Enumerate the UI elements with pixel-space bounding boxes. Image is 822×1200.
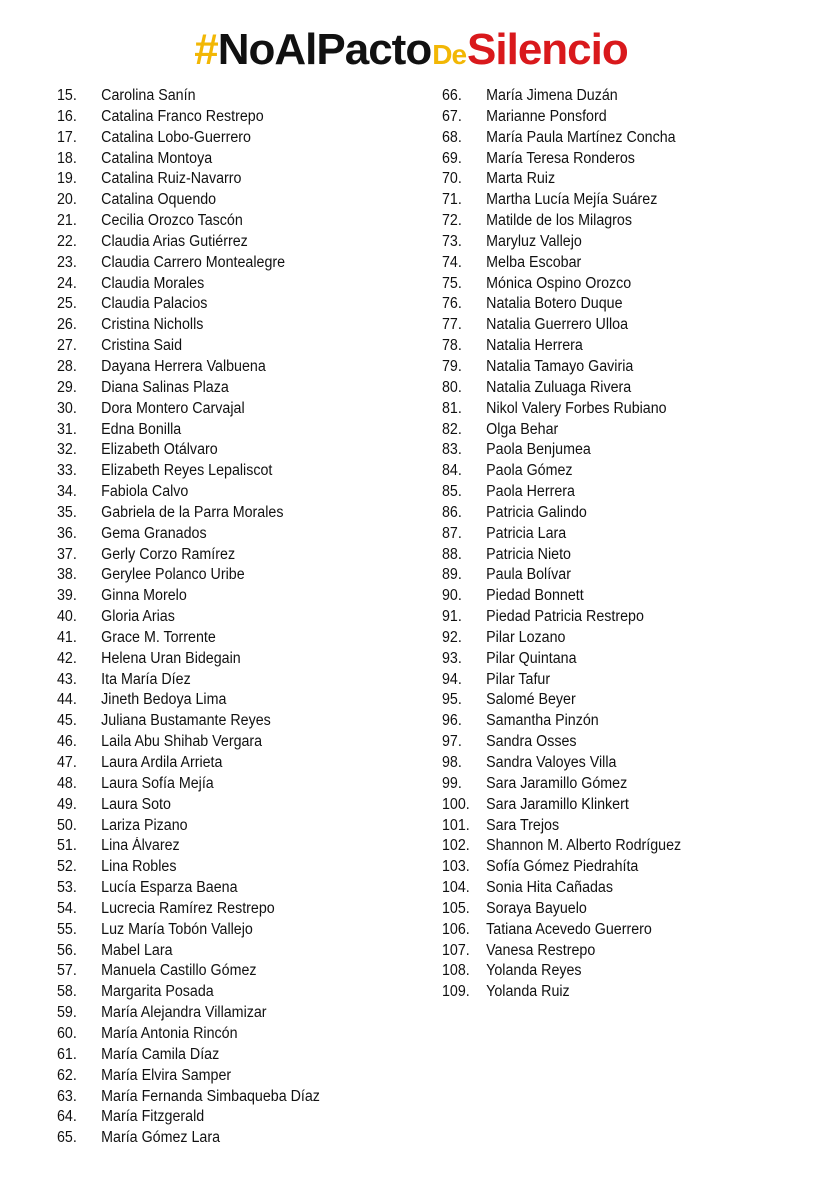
list-item [442, 211, 782, 232]
list-item [57, 211, 388, 232]
list-item [57, 565, 388, 586]
list-item [57, 857, 388, 878]
item-name: Catalina Oquendo [101, 191, 217, 209]
item-name: Claudia Carrero Montealegre [101, 253, 286, 271]
list-item [57, 628, 388, 649]
item-name: Claudia Palacios [101, 295, 208, 313]
item-number: 73. [442, 232, 462, 250]
item-number: 63. [57, 1087, 77, 1105]
item-name: Salomé Beyer [486, 691, 576, 709]
list-item [57, 899, 388, 920]
item-name: Lina Robles [101, 858, 177, 876]
list-item [442, 649, 782, 670]
item-number: 17. [57, 128, 77, 146]
signatories-list-left [57, 86, 417, 1149]
item-number: 86. [442, 503, 462, 521]
item-number: 49. [57, 795, 77, 813]
list-item [57, 357, 388, 378]
list-item [442, 399, 782, 420]
item-name: Laura Soto [101, 795, 171, 813]
item-number: 38. [57, 566, 77, 584]
item-name: Claudia Morales [101, 274, 205, 292]
item-number: 96. [442, 712, 462, 730]
item-number: 92. [442, 628, 462, 646]
item-name: Patricia Nieto [486, 545, 571, 563]
list-item [57, 795, 388, 816]
list-item [442, 420, 782, 441]
item-name: María Alejandra Villamizar [101, 1004, 267, 1022]
item-name: Nikol Valery Forbes Rubiano [486, 399, 667, 417]
item-number: 108. [442, 962, 470, 980]
item-name: Elizabeth Otálvaro [101, 441, 218, 459]
title-part-silencio: Silencio [467, 25, 628, 74]
item-name: Paola Herrera [486, 483, 575, 501]
item-name: Elizabeth Reyes Lepaliscot [101, 462, 273, 480]
item-number: 64. [57, 1108, 77, 1126]
item-name: Pilar Lozano [486, 628, 566, 646]
item-number: 71. [442, 191, 462, 209]
item-name: Catalina Franco Restrepo [101, 107, 264, 125]
list-item [57, 294, 388, 315]
item-number: 27. [57, 337, 77, 355]
item-name: Tatiana Acevedo Guerrero [486, 920, 652, 938]
list-item [442, 169, 782, 190]
list-item [442, 253, 782, 274]
item-name: Shannon M. Alberto Rodríguez [486, 837, 682, 855]
item-name: Marianne Ponsford [486, 107, 607, 125]
item-name: Laura Ardila Arrieta [101, 754, 223, 771]
list-item [442, 482, 782, 503]
item-number: 19. [57, 170, 77, 188]
item-name: Catalina Lobo-Guerrero [101, 128, 251, 146]
list-item [57, 982, 388, 1003]
item-number: 61. [57, 1045, 77, 1063]
item-name: Manuela Castillo Gómez [101, 962, 257, 980]
item-name: María Fitzgerald [101, 1108, 205, 1126]
item-number: 94. [442, 670, 462, 688]
item-name: Natalia Herrera [486, 337, 583, 355]
item-number: 105. [442, 899, 470, 917]
item-number: 31. [57, 420, 77, 438]
item-number: 52. [57, 858, 77, 876]
item-name: Carolina Sanín [101, 87, 196, 104]
item-number: 53. [57, 879, 77, 897]
item-name: Soraya Bayuelo [486, 899, 587, 917]
list-item [57, 461, 388, 482]
item-number: 77. [442, 316, 462, 334]
item-name: Dora Montero Carvajal [101, 399, 245, 417]
list-item [442, 670, 782, 691]
list-item [442, 753, 782, 774]
hashtag-symbol: # [194, 25, 218, 74]
item-number: 102. [442, 837, 470, 855]
list-item [442, 545, 782, 566]
item-name: Helena Uran Bidegain [101, 649, 241, 667]
item-number: 29. [57, 378, 77, 396]
list-item [442, 816, 782, 837]
list-item [442, 440, 782, 461]
item-name: Dayana Herrera Valbuena [101, 357, 266, 375]
item-name: Piedad Bonnett [486, 587, 584, 605]
list-item [442, 920, 782, 941]
list-item [57, 315, 388, 336]
item-name: Laila Abu Shihab Vergara [101, 733, 263, 751]
list-item [57, 732, 388, 753]
item-name: Patricia Galindo [486, 503, 587, 521]
item-number: 109. [442, 983, 470, 1001]
title-part-de: De [432, 39, 467, 70]
item-name: María Fernanda Simbaqueba Díaz [101, 1087, 320, 1105]
list-item [57, 1066, 388, 1087]
item-number: 34. [57, 483, 77, 501]
item-name: Gloria Arias [101, 608, 175, 626]
item-name: Sofía Gómez Piedrahíta [486, 858, 639, 876]
item-name: Natalia Tamayo Gaviria [486, 357, 634, 375]
item-number: 50. [57, 816, 77, 834]
item-number: 68. [442, 128, 462, 146]
item-number: 25. [57, 295, 77, 313]
item-name: Paula Bolívar [486, 566, 571, 584]
item-number: 103. [442, 858, 470, 876]
list-item [57, 107, 388, 128]
item-name: Pilar Tafur [486, 670, 551, 688]
item-number: 42. [57, 649, 77, 667]
list-item [442, 628, 782, 649]
list-item [442, 878, 782, 899]
item-name: Ita María Díez [101, 670, 191, 688]
item-number: 85. [442, 483, 462, 501]
item-number: 54. [57, 899, 77, 917]
item-number: 76. [442, 295, 462, 313]
item-number: 46. [57, 733, 77, 751]
list-item [442, 836, 782, 857]
item-number: 106. [442, 920, 470, 938]
item-name: Gabriela de la Parra Morales [101, 503, 284, 521]
item-number: 33. [57, 462, 77, 480]
list-item [57, 753, 388, 774]
item-name: Margarita Posada [101, 983, 214, 1001]
item-name: Fabiola Calvo [101, 483, 189, 501]
list-item [442, 607, 782, 628]
item-number: 88. [442, 545, 462, 563]
item-name: Cristina Said [101, 337, 183, 355]
item-number: 67. [442, 107, 462, 125]
list-item [442, 149, 782, 170]
list-item [57, 482, 388, 503]
item-number: 22. [57, 232, 77, 250]
item-name: María Antonia Rincón [101, 1024, 238, 1042]
list-item [57, 1003, 388, 1024]
list-item [57, 128, 388, 149]
list-item [442, 857, 782, 878]
list-item [57, 378, 388, 399]
item-name: Matilde de los Milagros [486, 212, 632, 230]
item-name: Lina Álvarez [101, 837, 180, 855]
item-number: 74. [442, 253, 462, 271]
item-number: 107. [442, 941, 470, 959]
item-name: Gema Granados [101, 524, 207, 542]
item-number: 41. [57, 628, 77, 646]
list-item [57, 86, 388, 107]
item-name: Natalia Botero Duque [486, 295, 623, 313]
list-item [57, 711, 388, 732]
item-name: Sonia Hita Cañadas [486, 879, 614, 897]
list-item [57, 1107, 388, 1128]
item-name: María Paula Martínez Concha [486, 128, 676, 146]
item-name: Maryluz Vallejo [486, 232, 582, 250]
item-name: Yolanda Ruiz [486, 983, 570, 1001]
item-number: 45. [57, 712, 77, 730]
list-item [57, 690, 388, 711]
list-item [57, 524, 388, 545]
item-name: María Gómez Lara [101, 1129, 221, 1147]
list-item [442, 503, 782, 524]
list-item [57, 816, 388, 837]
item-number: 30. [57, 399, 77, 417]
item-name: Natalia Guerrero Ulloa [486, 316, 629, 334]
list-item [57, 545, 388, 566]
list-item [442, 378, 782, 399]
item-number: 60. [57, 1024, 77, 1042]
item-name: Samantha Pinzón [486, 712, 599, 730]
item-name: Sandra Valoyes Villa [486, 754, 617, 771]
item-number: 72. [442, 212, 462, 230]
item-number: 48. [57, 774, 77, 792]
item-name: Gerylee Polanco Uribe [101, 566, 245, 584]
item-number: 16. [57, 107, 77, 125]
list-item [57, 586, 388, 607]
item-number: 83. [442, 441, 462, 459]
list-item [57, 1087, 388, 1108]
item-number: 15. [57, 87, 77, 104]
item-number: 20. [57, 191, 77, 209]
list-item [57, 232, 388, 253]
list-item [442, 357, 782, 378]
list-item [442, 294, 782, 315]
item-name: Yolanda Reyes [486, 962, 582, 980]
item-number: 95. [442, 691, 462, 709]
list-item [442, 982, 782, 1003]
item-number: 35. [57, 503, 77, 521]
item-name: Sara Jaramillo Klinkert [486, 795, 629, 813]
item-name: Sara Jaramillo Gómez [486, 774, 628, 792]
item-number: 47. [57, 754, 77, 771]
list-item [442, 107, 782, 128]
list-item [57, 274, 388, 295]
list-item [57, 607, 388, 628]
list-item [57, 420, 388, 441]
item-name: Vanesa Restrepo [486, 941, 596, 959]
item-name: Mabel Lara [101, 941, 173, 959]
item-number: 26. [57, 316, 77, 334]
list-item [57, 169, 388, 190]
item-name: Grace M. Torrente [101, 628, 216, 646]
item-number: 80. [442, 378, 462, 396]
item-name: Lariza Pizano [101, 816, 188, 834]
item-number: 57. [57, 962, 77, 980]
item-name: Olga Behar [486, 420, 559, 438]
item-number: 91. [442, 608, 462, 626]
list-item [442, 899, 782, 920]
item-name: Cristina Nicholls [101, 316, 204, 334]
list-item [442, 461, 782, 482]
item-number: 32. [57, 441, 77, 459]
list-item [442, 86, 782, 107]
item-name: Jineth Bedoya Lima [101, 691, 227, 709]
item-name: Catalina Montoya [101, 149, 213, 167]
item-name: Luz María Tobón Vallejo [101, 920, 253, 938]
item-number: 89. [442, 566, 462, 584]
item-number: 98. [442, 754, 462, 771]
item-number: 23. [57, 253, 77, 271]
item-name: Diana Salinas Plaza [101, 378, 229, 396]
item-name: Edna Bonilla [101, 420, 182, 438]
item-name: María Elvira Samper [101, 1066, 232, 1084]
item-number: 75. [442, 274, 462, 292]
list-item [57, 1045, 388, 1066]
item-number: 99. [442, 774, 462, 792]
list-item [442, 524, 782, 545]
list-item [442, 586, 782, 607]
list-item [442, 336, 782, 357]
item-number: 104. [442, 879, 470, 897]
list-item [57, 190, 388, 211]
list-item [442, 232, 782, 253]
item-number: 69. [442, 149, 462, 167]
item-number: 36. [57, 524, 77, 542]
item-number: 24. [57, 274, 77, 292]
item-number: 84. [442, 462, 462, 480]
item-number: 40. [57, 608, 77, 626]
item-number: 43. [57, 670, 77, 688]
item-number: 101. [442, 816, 470, 834]
item-number: 93. [442, 649, 462, 667]
list-item [57, 149, 388, 170]
item-name: Pilar Quintana [486, 649, 577, 667]
list-item [57, 836, 388, 857]
item-name: Sara Trejos [486, 816, 560, 834]
item-name: Piedad Patricia Restrepo [486, 608, 644, 626]
list-item [442, 274, 782, 295]
list-item [442, 774, 782, 795]
item-name: Marta Ruiz [486, 170, 556, 188]
list-item [57, 878, 388, 899]
item-number: 21. [57, 212, 77, 230]
item-name: Melba Escobar [486, 253, 582, 271]
list-item [442, 315, 782, 336]
hashtag-title [0, 26, 822, 76]
item-name: Patricia Lara [486, 524, 567, 542]
item-name: Laura Sofía Mejía [101, 774, 214, 792]
item-name: Juliana Bustamante Reyes [101, 712, 271, 730]
list-item [57, 1024, 388, 1045]
item-number: 70. [442, 170, 462, 188]
item-number: 87. [442, 524, 462, 542]
item-name: Gerly Corzo Ramírez [101, 545, 236, 563]
item-name: Ginna Morelo [101, 587, 187, 605]
list-item [57, 399, 388, 420]
item-name: María Camila Díaz [101, 1045, 220, 1063]
item-name: Sandra Osses [486, 733, 577, 751]
item-number: 18. [57, 149, 77, 167]
item-name: Paola Benjumea [486, 441, 591, 459]
item-name: Mónica Ospino Orozco [486, 274, 632, 292]
list-item [57, 336, 388, 357]
list-item [57, 941, 388, 962]
item-number: 51. [57, 837, 77, 855]
item-name: Claudia Arias Gutiérrez [101, 232, 248, 250]
signatories-list-right [442, 86, 812, 1003]
item-number: 81. [442, 399, 462, 417]
item-number: 58. [57, 983, 77, 1001]
list-item [442, 690, 782, 711]
list-item [442, 711, 782, 732]
item-name: Lucrecia Ramírez Restrepo [101, 899, 275, 917]
item-name: María Jimena Duzán [486, 87, 618, 104]
list-item [57, 253, 388, 274]
list-item [57, 920, 388, 941]
item-number: 28. [57, 357, 77, 375]
item-number: 66. [442, 87, 462, 104]
item-number: 65. [57, 1129, 77, 1147]
item-number: 82. [442, 420, 462, 438]
list-item [442, 565, 782, 586]
item-number: 37. [57, 545, 77, 563]
list-item [57, 961, 388, 982]
item-name: Lucía Esparza Baena [101, 879, 238, 897]
list-item [442, 732, 782, 753]
item-number: 97. [442, 733, 462, 751]
item-name: Cecilia Orozco Tascón [101, 212, 243, 230]
list-item [57, 774, 388, 795]
item-number: 78. [442, 337, 462, 355]
item-name: María Teresa Ronderos [486, 149, 635, 167]
list-item [57, 649, 388, 670]
item-number: 39. [57, 587, 77, 605]
list-item [57, 670, 388, 691]
list-item [442, 190, 782, 211]
item-number: 100. [442, 795, 470, 813]
item-number: 62. [57, 1066, 77, 1084]
item-number: 56. [57, 941, 77, 959]
title-part-pacto: Pacto [316, 25, 432, 74]
list-item [442, 941, 782, 962]
item-name: Paola Gómez [486, 462, 573, 480]
item-number: 55. [57, 920, 77, 938]
list-item [57, 1128, 388, 1149]
item-name: Natalia Zuluaga Rivera [486, 378, 632, 396]
item-number: 90. [442, 587, 462, 605]
item-number: 59. [57, 1004, 77, 1022]
list-item [57, 440, 388, 461]
list-item [442, 128, 782, 149]
item-name: Martha Lucía Mejía Suárez [486, 191, 658, 209]
title-part-no-al: NoAl [217, 25, 317, 74]
list-item [57, 503, 388, 524]
list-item [442, 795, 782, 816]
item-number: 44. [57, 691, 77, 709]
item-number: 79. [442, 357, 462, 375]
item-name: Catalina Ruiz-Navarro [101, 170, 242, 188]
list-item [442, 961, 782, 982]
